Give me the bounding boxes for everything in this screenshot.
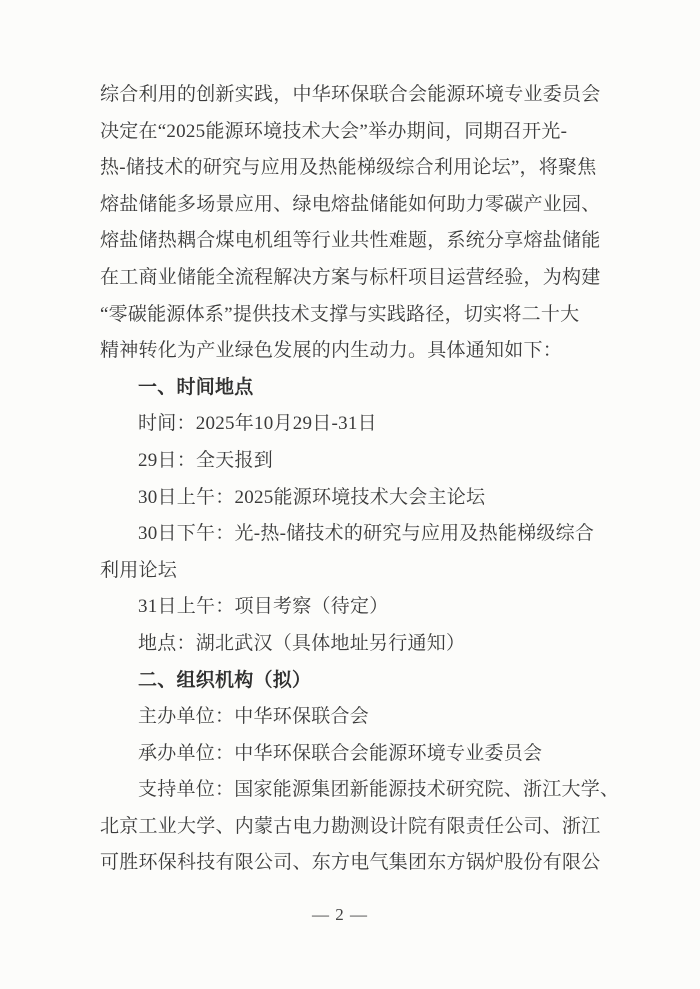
body-line: 决定在“2025能源环境技术大会”举办期间，同期召开光- (100, 120, 568, 142)
section-heading-time-place: 一、时间地点 (138, 376, 254, 398)
body-line: 支持单位：国家能源集团新能源技术研究院、浙江大学、 (138, 779, 620, 801)
body-line: 30日上午：2025能源环境技术大会主论坛 (138, 486, 486, 508)
body-line: “零碳能源体系”提供技术支撑与实践路径，切实将二十大 (100, 303, 580, 325)
body-line: 30日下午：光-热-储技术的研究与应用及热能梯级综合 (138, 523, 595, 545)
body-line: 时间：2025年10月29日-31日 (138, 413, 377, 435)
body-line: 31日上午：项目考察（待定） (138, 596, 389, 618)
body-line: 精神转化为产业绿色发展的内生动力。具体通知如下： (100, 340, 563, 362)
body-line: 可胜环保科技有限公司、东方电气集团东方锅炉股份有限公 (100, 852, 601, 874)
body-line: 熔盐储热耦合煤电机组等行业共性难题，系统分享熔盐储能 (100, 230, 601, 252)
body-line: 北京工业大学、内蒙古电力勘测设计院有限责任公司、浙江 (100, 815, 601, 837)
body-line: 主办单位：中华环保联合会 (138, 706, 370, 728)
page-footer (0, 905, 680, 925)
document-body (100, 77, 620, 882)
body-line: 承办单位：中华环保联合会能源环境专业委员会 (138, 742, 543, 764)
body-line: 29日：全天报到 (138, 449, 274, 471)
body-line: 地点：湖北武汉（具体地址另行通知） (138, 632, 466, 654)
section-heading-organizations: 二、组织机构（拟） (138, 669, 312, 691)
body-line: 利用论坛 (100, 559, 178, 581)
body-line: 热-储技术的研究与应用及热能梯级综合利用论坛”，将聚焦 (100, 157, 597, 179)
body-line: 熔盐储能多场景应用、绿电熔盐储能如何助力零碳产业园、 (100, 193, 601, 215)
body-line: 综合利用的创新实践，中华环保联合会能源环境专业委员会 (100, 84, 601, 105)
page-number: — 2 — (312, 905, 368, 924)
body-line: 在工商业储能全流程解决方案与标杆项目运营经验，为构建 (100, 266, 601, 288)
